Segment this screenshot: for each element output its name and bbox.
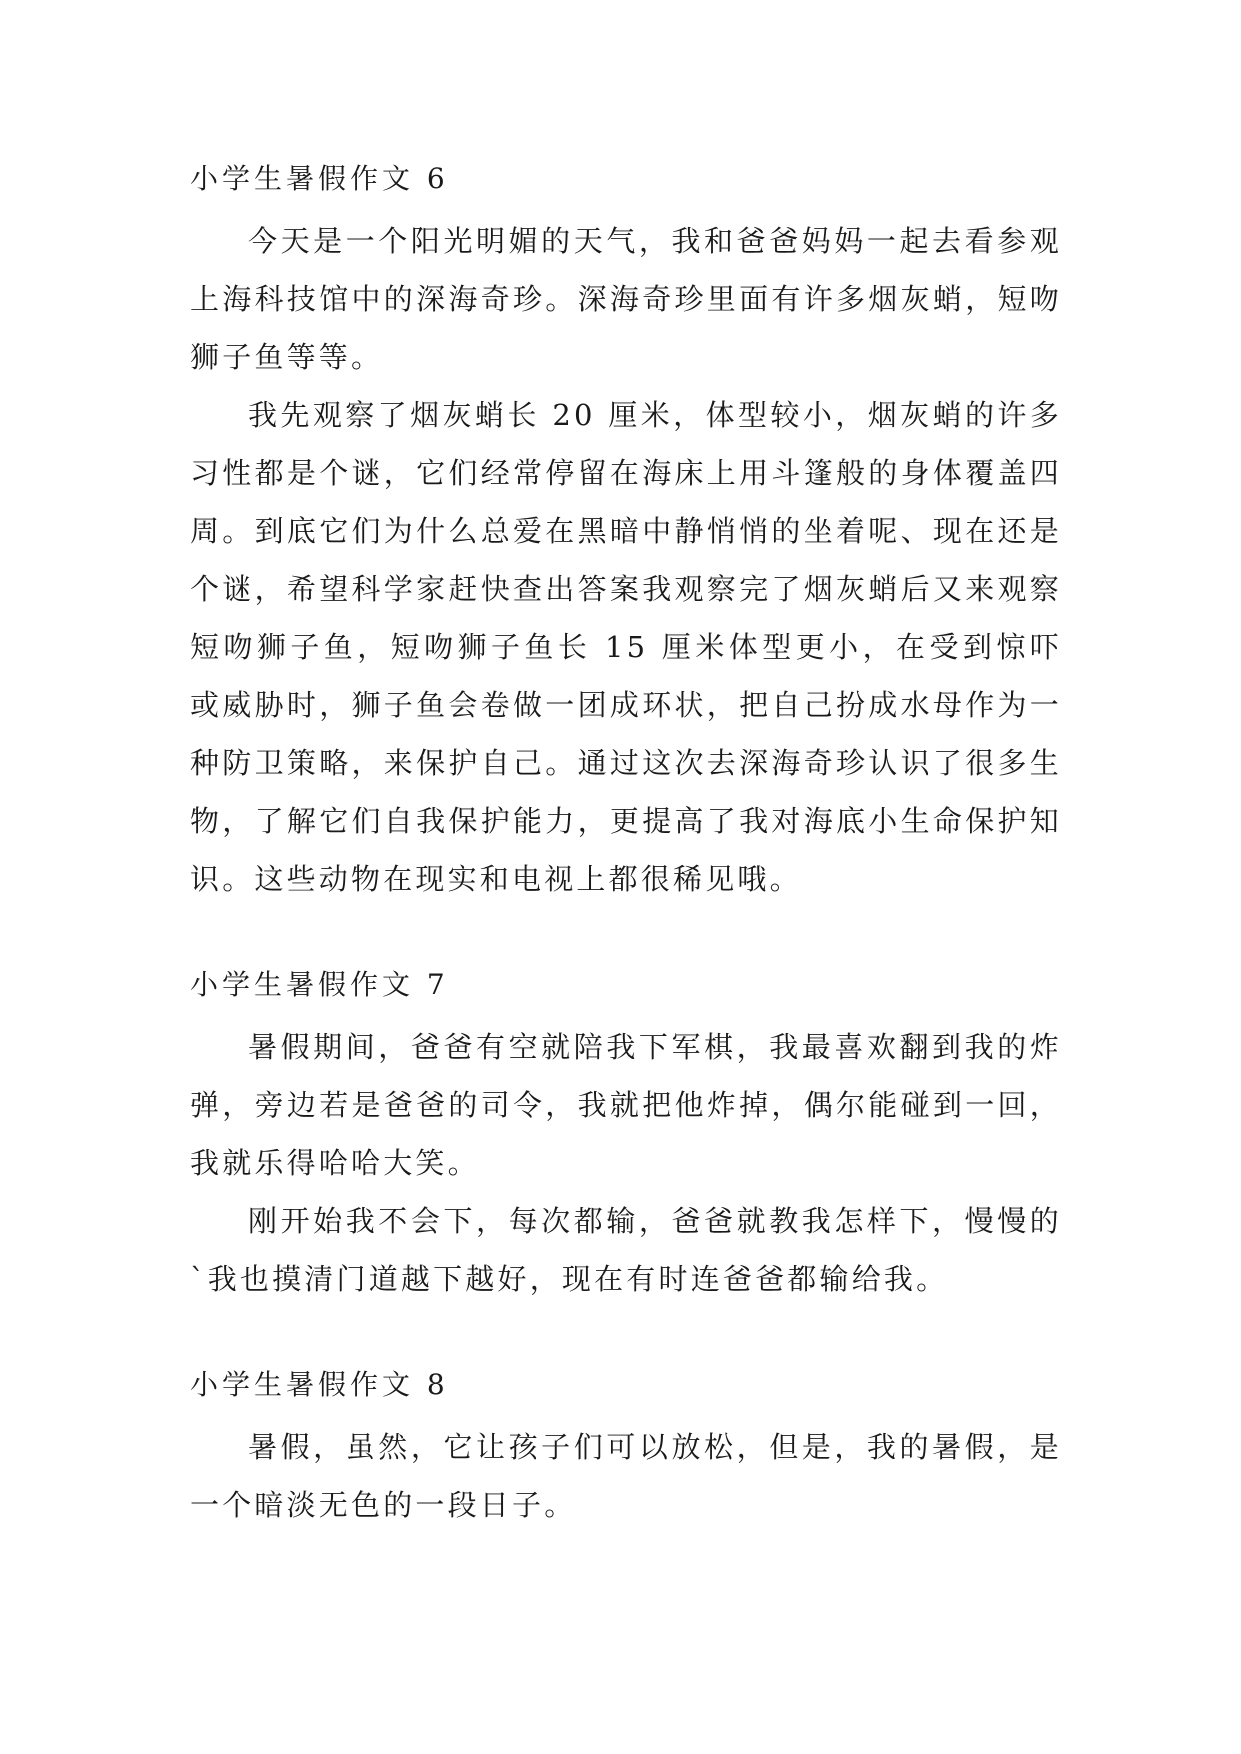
essay-paragraph: 我先观察了烟灰蛸长 20 厘米，体型较小，烟灰蛸的许多习性都是个谜，它们经常停留在海床上用斗篷般的身体覆盖四周。到底它们为什么总爱在黑暗中静悄悄的坐着呢、现在还是个谜，希望科学家赶快查出答案我观察完了烟灰蛸后又来观察短吻狮子鱼，短吻狮子鱼长 15 厘米体型更小，在受到惊吓或威胁时，狮子鱼会卷做一团成环状，把自己扮成水母作为一种防卫策略，来保护自己。通过这次去深海奇珍认识了很多生物，了解它们自我保护能力，更提高了我对海底小生命保护知识。这些动物在现实和电视上都很稀见哦。 [190,398,1062,896]
essay-title: 小学生暑假作文 7 [190,968,449,1001]
essay-paragraph: 暑假期间，爸爸有空就陪我下军棋，我最喜欢翻到我的炸弹，旁边若是爸爸的司令，我就把他炸掉，偶尔能碰到一回，我就乐得哈哈大笑。 [190,1030,1062,1180]
essay-section-8 [190,1366,1062,1534]
essay-section-7 [190,966,1062,1308]
essay-section-6 [190,160,1062,908]
essay-title: 小学生暑假作文 6 [190,162,449,195]
essay-paragraph: 刚开始我不会下，每次都输，爸爸就教我怎样下，慢慢的`我也摸清门道越下越好，现在有时连爸爸都输给我。 [190,1204,1062,1296]
essay-paragraph: 今天是一个阳光明媚的天气，我和爸爸妈妈一起去看参观上海科技馆中的深海奇珍。深海奇珍里面有许多烟灰蛸，短吻狮子鱼等等。 [190,224,1062,374]
essay-paragraph: 暑假，虽然，它让孩子们可以放松，但是，我的暑假，是一个暗淡无色的一段日子。 [190,1430,1062,1522]
essay-title: 小学生暑假作文 8 [190,1368,449,1401]
document-body [190,160,1062,1534]
